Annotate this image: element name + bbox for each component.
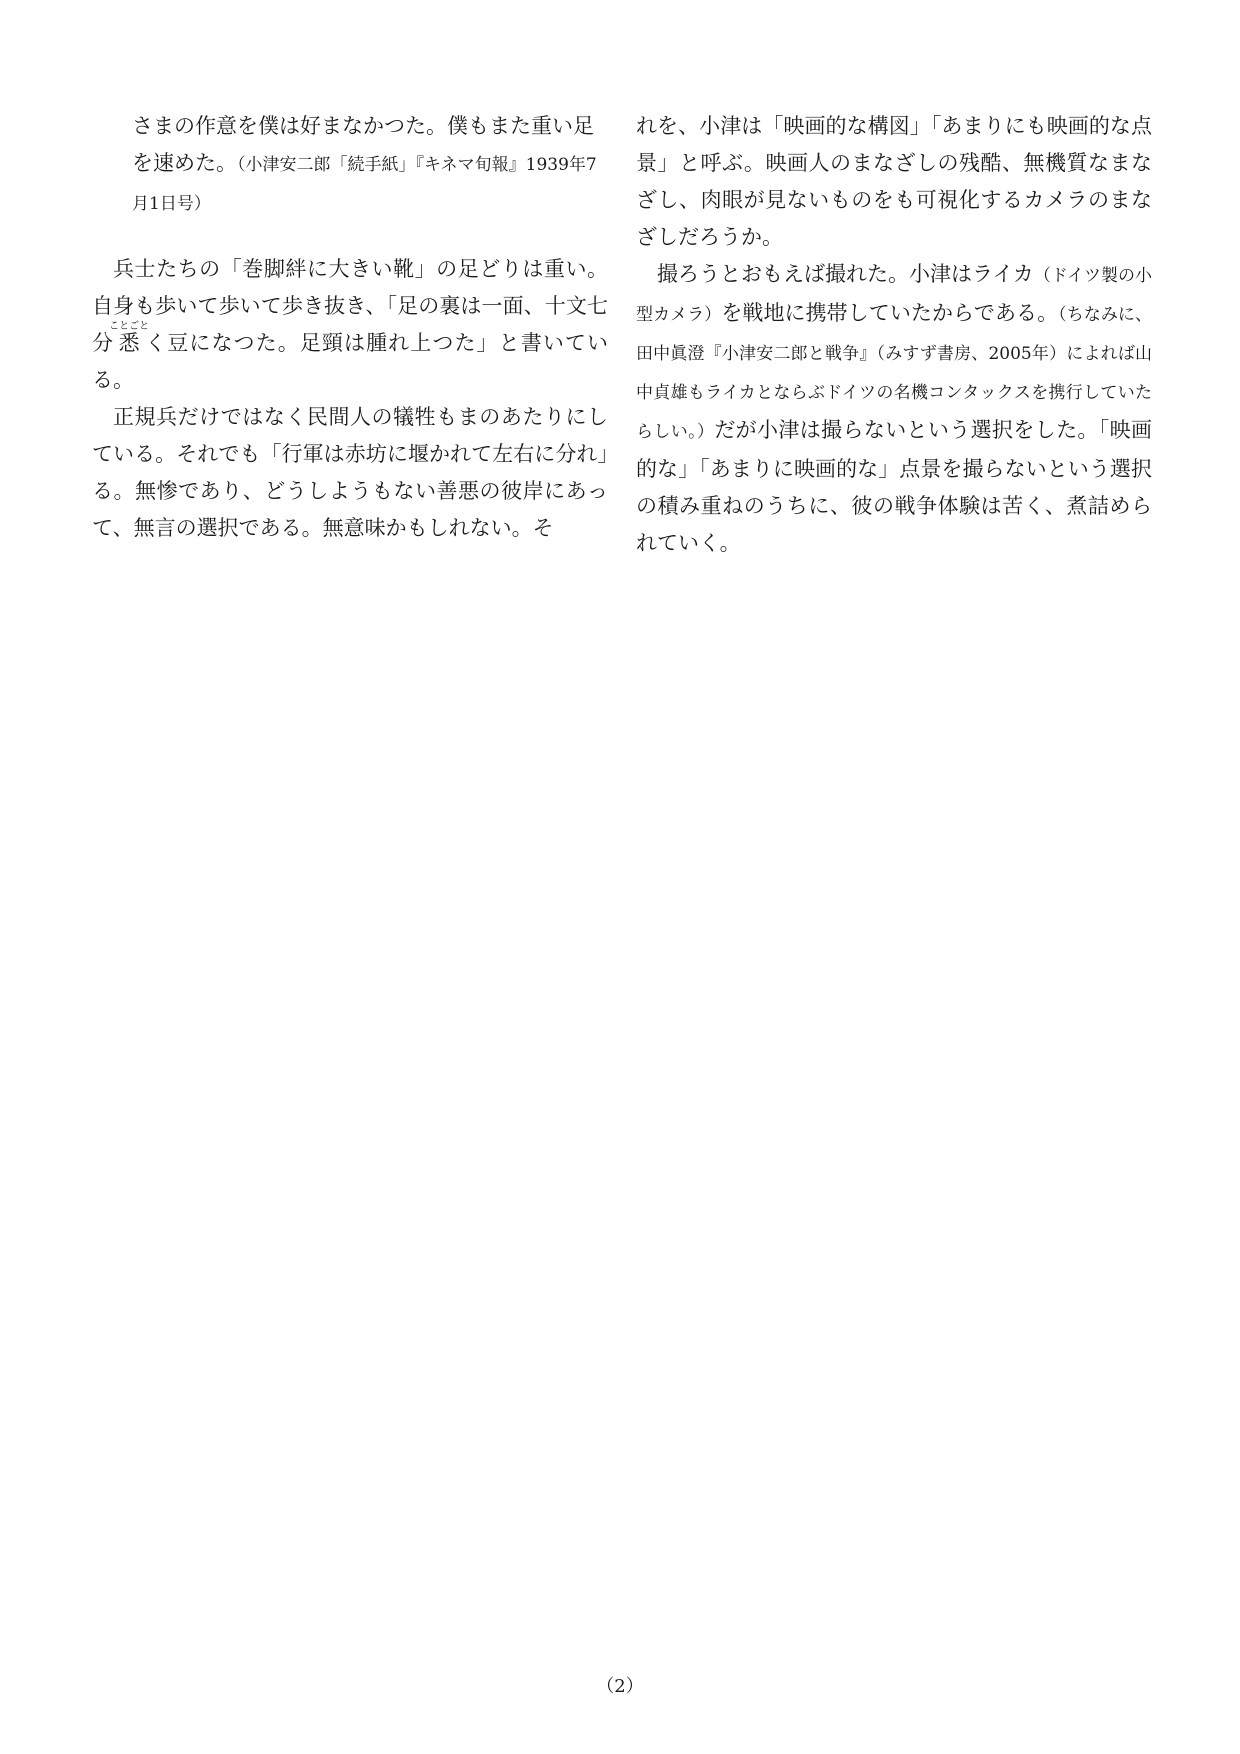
paragraph-text: を戦地に携帯していたからである。 bbox=[721, 301, 1059, 325]
paragraph bbox=[636, 256, 1152, 562]
left-column bbox=[92, 108, 608, 547]
paragraph: 正規兵だけではなく民間人の犠牲もまのあたりにしている。それでも「行軍は赤坊に堰かれて左右に分れ」る。無惨であり、どうしようもない善悪の彼岸にあって、無言の選択である。無意味かもしれない。そ bbox=[92, 405, 608, 540]
parenthetical-note: （ドイツ製の小型カメラ） bbox=[636, 266, 1152, 325]
ruby-reading: ことごと bbox=[109, 321, 150, 332]
paragraph-text: 撮ろうとおもえば撮れた。小津はライカ bbox=[657, 262, 1034, 286]
paragraph bbox=[92, 251, 608, 399]
right-column bbox=[636, 108, 1152, 562]
quote-citation: （小津安二郎「続手紙」『キネマ旬報』1939年7月1日号） bbox=[132, 155, 597, 214]
paragraph-continued: れを、小津は「映画的な構図」「あまりにも映画的な点景」と呼ぶ。映画人のまなざしの残酷、無機質なまなざし、肉眼が見ないものをも可視化するカメラのまなざしだろうか。 bbox=[636, 114, 1152, 249]
paragraph-text: だが小津は撮らないという選択をした。「映画的な」「あまりに映画的な」点景を撮らないという選択の積み重ねのうちに、彼の戦争体験は苦く、煮詰められていく。 bbox=[636, 418, 1153, 555]
quote-text: さまの作意を僕は好まなかつた。僕もまた重い足を速めた。 bbox=[132, 114, 594, 175]
parenthetical-note: （ちなみに、田中眞澄『小津安二郎と戦争』（みすず書房、2005年）によれば山中貞雄もライカとならぶドイツの名機コンタックスを携行していたらしい。） bbox=[636, 305, 1152, 442]
paragraph-text: く豆になつた。足頸は腫れ上つた」と書いている。 bbox=[92, 331, 609, 392]
ruby-annotation bbox=[109, 321, 150, 355]
page-number: （2） bbox=[596, 1676, 644, 1697]
block-quote bbox=[92, 108, 608, 223]
paragraph-text: 兵士たちの「巻脚絆に大きい靴」の足どりは重い。自身も歩いて歩いて歩き抜き、「足の裏は一面、十文七分 bbox=[92, 257, 608, 355]
ruby-base: 悉 bbox=[109, 331, 150, 355]
